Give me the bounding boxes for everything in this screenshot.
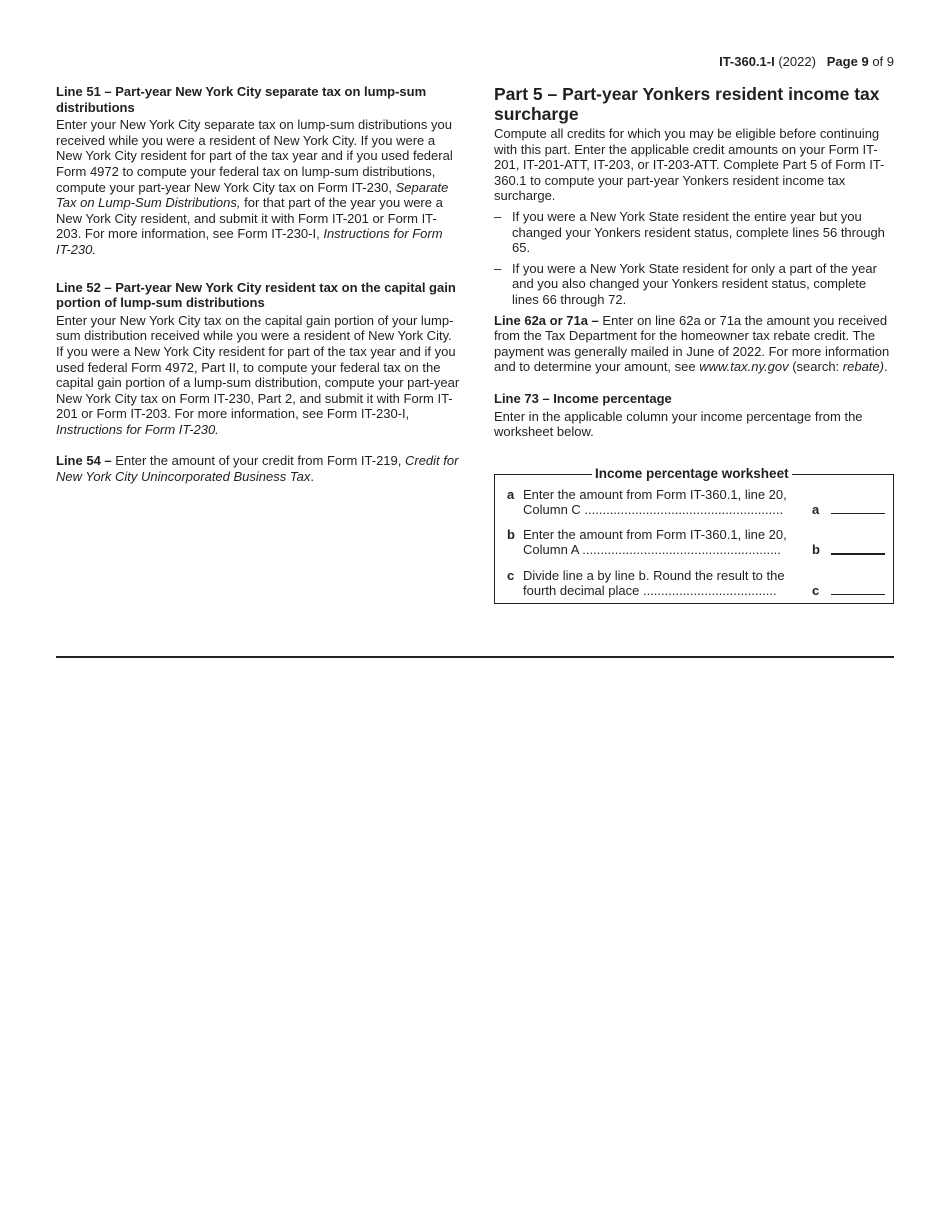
list-item — [494, 209, 894, 256]
row-text-line: Enter the amount from Form IT-360.1, line 20, — [523, 526, 787, 542]
part-5-bullet-list — [494, 209, 894, 308]
line-54-text-part: . — [310, 469, 314, 485]
part-5-intro: Compute all credits for which you may be eligible before continuing with this part. Enter the applicable credit amounts on your Form IT-201, IT-201-ATT, IT-203, or IT-203-ATT. Complete Part 5 of Form IT-360.1 to compute your part-year Yonkers resident income tax surcharge. — [494, 126, 885, 204]
worksheet-row-b — [507, 527, 883, 559]
page-header — [719, 54, 894, 69]
right-column — [494, 84, 894, 604]
line-52-heading: Line 52 – Part-year New York City resident tax on the capital gain portion of lump-sum distributions — [56, 279, 456, 311]
line-73-section — [494, 391, 894, 440]
row-letter: a — [507, 486, 515, 502]
row-end-letter: b — [812, 542, 820, 558]
bullet-text: If you were a New York State resident the entire year but you changed your Yonkers resident status, complete lines 56 through 65. — [512, 208, 885, 256]
list-item — [494, 261, 894, 308]
line-51-section — [56, 84, 460, 258]
bullet-text: If you were a New York State resident for only a part of the year and you also changed your Yonkers resident status, complete lines 66 through 72. — [512, 260, 877, 307]
line-51-text-part: Enter your New York City separate tax on lump-sum distributions you received while you were a resident of New York City. If you were a New York City resident for part of the tax year and if you used federal Form 4972 to compute your federal tax on lump-sum distributions, compute your part-year New York City tax on Form IT-230, — [56, 117, 453, 195]
line-73-heading: Line 73 – Income percentage — [494, 390, 672, 406]
row-text-line: Enter the amount from Form IT-360.1, line 20, — [523, 486, 787, 502]
entry-line-a[interactable] — [831, 513, 885, 514]
row-letter: b — [507, 526, 515, 542]
line-51-instructions-title: Instructions for Form IT-230. — [56, 226, 443, 257]
line-62-text-part: . — [883, 359, 888, 375]
line-62-text-part: Enter on line 62a or 71a the amount you received from the Tax Department for the homeowner tax rebate credit. The payment was generally mailed in June of 2022. For more information and to determine your amount, see — [494, 312, 890, 375]
line-51-form-title: Separate Tax on Lump-Sum Distributions, — [56, 179, 449, 211]
entry-line-b[interactable] — [831, 553, 885, 555]
income-percentage-worksheet — [494, 465, 894, 604]
line-62a-71a-section — [494, 313, 894, 375]
row-end-letter: a — [812, 502, 820, 518]
bullet-dash: – — [494, 260, 502, 276]
entry-line-c[interactable] — [831, 594, 885, 595]
search-term: rebate) — [842, 359, 884, 375]
row-text-line: fourth decimal place ..................................... — [523, 583, 777, 599]
worksheet-row-c — [507, 568, 883, 600]
worksheet-title: Income percentage worksheet — [592, 466, 792, 482]
line-52-section — [56, 280, 460, 438]
line-54-form-title: Credit for New York City Unincorporated Business Tax — [56, 453, 459, 485]
part-5-heading: Part 5 – Part-year Yonkers resident income tax surcharge — [494, 84, 880, 124]
worksheet-row-a — [507, 487, 883, 519]
line-52-text-part: Enter your New York City tax on the capital gain portion of your lump-sum distribution received while you were a resident of New York City. If you were a New York City resident for part of the tax year and if you used federal Form 4972, Part II, to compute your federal tax on the capital gain portion of a lump-sum distribution, compute your part-year New York City tax on Form IT-230, Part 2, and submit it with Form IT-201 or Form IT-203. For more information, see Form IT-230-I, — [56, 312, 460, 422]
row-letter: c — [507, 567, 515, 583]
form-year: (2022) — [778, 54, 816, 69]
page-number: Page 9 — [826, 54, 869, 69]
page-total: of 9 — [872, 54, 894, 69]
row-text-line: Column A ....................................................... — [523, 542, 781, 558]
line-51-text-part: for that part of the year you were a New York City resident, and submit it with Form IT-201 or Form IT-203. For more information, see Form IT-230-I, — [56, 195, 443, 242]
line-54-section — [56, 453, 460, 484]
line-54-label: Line 54 – — [56, 453, 112, 469]
line-54-text — [56, 453, 460, 484]
row-text — [523, 487, 807, 518]
line-51-heading: Line 51 – Part-year New York City separate tax on lump-sum distributions — [56, 84, 427, 115]
footer-divider — [56, 656, 894, 658]
line-73-text: Enter in the applicable column your income percentage from the worksheet below. — [494, 408, 863, 440]
line-52-text — [56, 313, 460, 438]
row-text — [523, 527, 807, 558]
row-text — [523, 568, 807, 599]
line-52-instructions-title: Instructions for Form IT-230. — [56, 421, 219, 437]
row-text-line: Divide line a by line b. Round the result to the — [523, 567, 785, 583]
left-column — [56, 84, 460, 485]
row-end-letter: c — [812, 583, 820, 599]
bullet-dash: – — [494, 208, 502, 224]
line-51-text — [56, 117, 460, 257]
row-text-line: Column C ....................................................... — [523, 502, 784, 518]
line-54-text-part: Enter the amount of your credit from Form IT-219, — [111, 453, 405, 469]
part-5-section — [494, 84, 894, 308]
tax-website-link[interactable]: www.tax.ny.gov — [699, 359, 789, 375]
line-62a-71a-label: Line 62a or 71a – — [494, 312, 599, 328]
form-id: IT-360.1-I — [719, 54, 775, 69]
line-62a-71a-text — [494, 313, 894, 375]
line-62-text-part: (search: — [788, 359, 843, 375]
